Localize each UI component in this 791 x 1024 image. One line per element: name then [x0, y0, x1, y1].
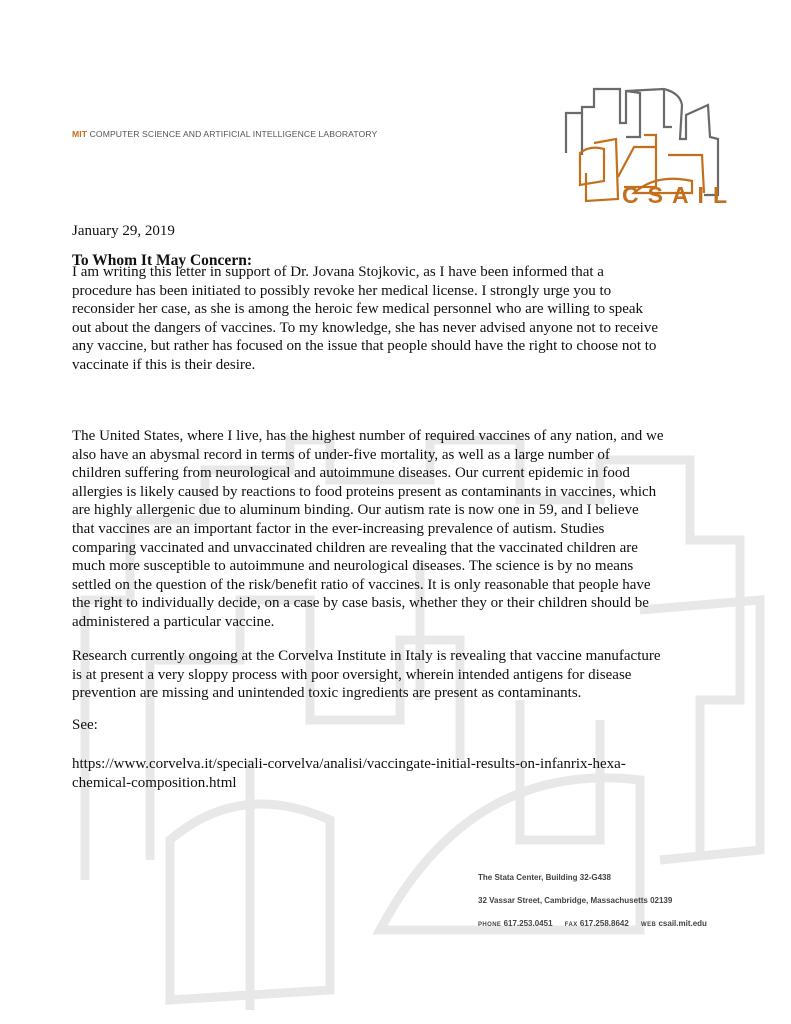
letter-salutation: To Whom It May Concern:	[72, 252, 252, 269]
paragraph-line: settled on the question of the risk/benefit ratio of vaccines. It is only reasonable that people have	[72, 576, 651, 593]
web-address: csail.mit.edu	[658, 919, 707, 928]
paragraph-line: any vaccine, but rather has focused on the issue that people should have the right to choose not to	[72, 338, 657, 355]
paragraph-line: administered a particular vaccine.	[72, 613, 275, 630]
paragraph-line: vaccinate if this is their desire.	[72, 356, 256, 373]
paragraph-united-states	[72, 427, 663, 632]
paragraph-line: Research currently ongoing at the Corvelva Institute in Italy is revealing that vaccine manufacture	[72, 648, 661, 664]
paragraph-line: prevention are missing and unintended toxic ingredients are present as contaminants.	[72, 685, 582, 702]
see-label: See:	[72, 717, 98, 733]
footer-contact-line	[478, 919, 707, 942]
phone-label: PHONE	[478, 922, 502, 928]
paragraph-line: much more susceptible to autoimmune and neurological diseases. The science is by no means	[72, 558, 634, 575]
reference-url	[72, 755, 626, 792]
letter-date: January 29, 2019	[72, 223, 175, 239]
paragraph-line: is at present a very sloppy process with poor oversight, wherein intended antigens for disease	[72, 666, 632, 683]
paragraph-line: allergies is likely caused by reactions to food proteins present as contaminants in vaccines, which	[72, 483, 657, 500]
paragraph-line: reconsider her case, as she is among the heroic few medical personnel who are willing to speak	[72, 301, 644, 318]
paragraph-line: also have an abysmal record in terms of under-five mortality, as well as a large number of	[72, 446, 610, 463]
mit-label: MIT	[72, 129, 88, 139]
paragraph-research	[72, 647, 661, 703]
reference-url-line: chemical-composition.html	[72, 774, 237, 791]
footer-address-line1: The Stata Center, Building 32-G438	[478, 873, 611, 882]
paragraph-line: comparing vaccinated and unvaccinated children are revealing that the vaccinated children are	[72, 539, 638, 556]
paragraph-line: that vaccines are an important factor in the ever-increasing prevalence of autism. Studies	[72, 520, 605, 537]
paragraph-support	[72, 263, 658, 375]
fax-label: FAX	[564, 922, 578, 928]
paragraph-line: I am writing this letter in support of Dr. Jovana Stojkovic, as I have been informed that a	[72, 264, 604, 280]
lab-name-header	[72, 129, 377, 139]
web-label: WEB	[641, 922, 657, 928]
phone-number: 617.253.0451	[503, 919, 553, 928]
footer-address-line2: 32 Vassar Street, Cambridge, Massachusetts 02139	[478, 896, 673, 905]
paragraph-line: the right to individually decide, on a case by case basis, whether they or their children should be	[72, 595, 649, 612]
footer-address	[478, 873, 707, 942]
fax-number: 617.258.8642	[579, 919, 629, 928]
paragraph-line: are highly allergenic due to aluminum binding. Our autism rate is now one in 59, and I believe	[72, 502, 639, 519]
paragraph-line: children suffering from neurological and autoimmune diseases. Our current epidemic in food	[72, 465, 630, 482]
paragraph-line: The United States, where I live, has the highest number of required vaccines of any nation, and we	[72, 428, 664, 444]
csail-logo-text: CSAIL	[622, 182, 736, 208]
paragraph-line: out about the dangers of vaccines. To my knowledge, she has never advised anyone not to receive	[72, 319, 658, 336]
lab-name-text: COMPUTER SCIENCE AND ARTIFICIAL INTELLIGENCE LABORATORY	[87, 129, 378, 139]
reference-url-line: https://www.corvelva.it/speciali-corvelva/analisi/vaccingate-initial-results-on-infanrix-hexa-	[72, 756, 626, 772]
paragraph-line: procedure has been initiated to possibly revoke her medical license. I strongly urge you to	[72, 282, 612, 299]
